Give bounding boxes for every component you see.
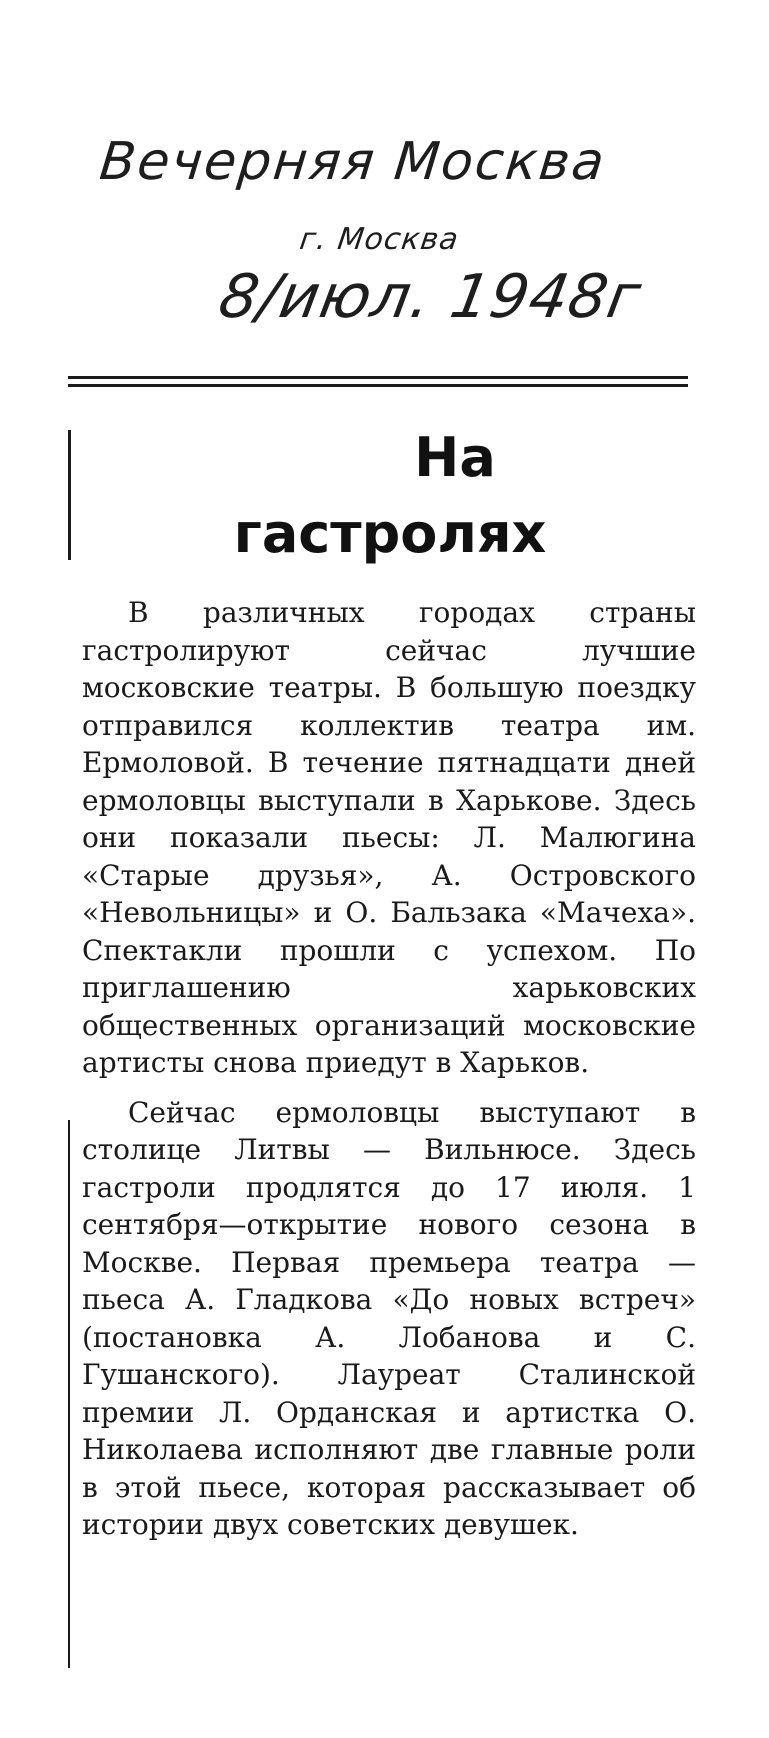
headline-line-1: На [414, 426, 496, 489]
divider-rule-bottom [68, 384, 688, 387]
handwritten-city: г. Москва [297, 222, 462, 257]
article-headline [90, 420, 690, 572]
handwritten-annotation [0, 0, 769, 380]
article-paragraph-2: Сейчас ермоловцы выступают в столице Литвы — Вильнюсе. Здесь гастроли продлятся до 17 июля. 1 сентября—открытие нового сезона в Москве. Первая премьера театра — пьеса А. Гладкова «До новых встреч» (постановка А. Лобанова и С. Гушанского). Лауреат Сталинской премии Л. Орданская и артистка О. Николаева исполняют две главные роли в этой пьесе, которая рассказывает об истории двух советских девушек. [82, 1095, 696, 1541]
handwritten-newspaper-name: Вечерняя Москва [96, 132, 609, 192]
headline-line-2: гастролях [233, 502, 547, 565]
article-body [82, 594, 696, 1556]
article-paragraph-1: В различных городах страны гастролируют сейчас лучшие московские театры. В большую поездку отправился коллектив театра им. Ермоловой. В течение пятнадцати дней ермоловцы выступали в Харькове. Здесь они показали пьесы: Л. Малюгина «Старые друзья», А. Островского «Невольницы» и О. Бальзака «Мачеха». Спектакли прошли с успехом. По приглашению харьковских общественных организаций московские артисты снова приедут в Харьков. [82, 596, 696, 1079]
handwritten-date: 8/июл. 1948г [213, 262, 647, 332]
clipping-edge-bottom [68, 1120, 70, 1668]
divider-rule-top [68, 376, 688, 379]
clipping-edge-top [68, 430, 71, 560]
